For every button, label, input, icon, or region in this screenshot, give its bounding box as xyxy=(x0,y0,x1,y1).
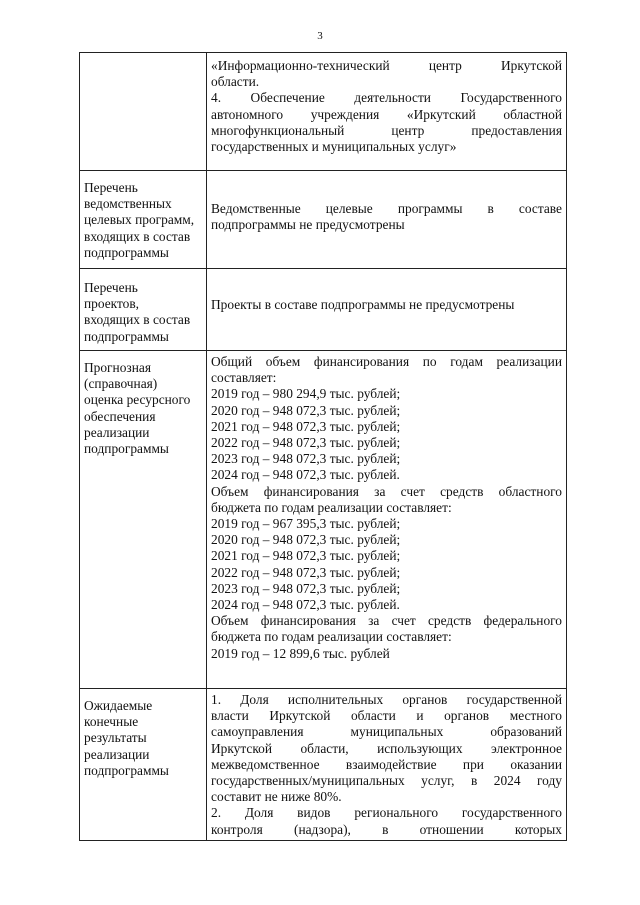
row-label-cell xyxy=(80,351,207,689)
row-label-line: результаты xyxy=(84,730,147,746)
row-content-line: 2019 год – 980 294,9 тыс. рублей; xyxy=(211,386,401,402)
subprogram-passport-table xyxy=(79,52,567,841)
row-content-cell xyxy=(207,53,567,171)
row-label-line: оценка ресурсного xyxy=(84,392,191,408)
row-label-cell xyxy=(80,171,207,269)
row-content-line: государственных и муниципальных услуг» xyxy=(211,139,457,155)
row-label-line: реализации xyxy=(84,424,150,440)
row-content-line: 4. Обеспечение деятельности Государственного xyxy=(211,90,562,106)
row-label-line: целевых программ, xyxy=(84,212,195,228)
row-label-line: (справочная) xyxy=(84,376,158,392)
table-row xyxy=(80,171,567,269)
row-content-line: власти Иркутской области и органов местного xyxy=(211,708,562,724)
row-label-line: Перечень xyxy=(84,280,138,295)
row-content-line: 2023 год – 948 072,3 тыс. рублей; xyxy=(211,451,401,467)
row-content-line: государственных/муниципальных услуг, в 2024 году xyxy=(211,773,562,789)
row-content-cell xyxy=(207,689,567,841)
row-content-cell xyxy=(207,351,567,689)
row-label-line: подпрограммы xyxy=(84,328,169,344)
row-content-line: многофункциональный центр предоставления xyxy=(211,122,562,138)
page-number: 3 xyxy=(317,30,323,42)
row-content-line: 2021 год – 948 072,3 тыс. рублей; xyxy=(211,548,401,564)
row-content-line: подпрограммы не предусмотрены xyxy=(211,217,405,233)
row-label-line: проектов, xyxy=(84,296,140,312)
row-label-line: Перечень xyxy=(84,180,138,195)
row-content-line: области. xyxy=(211,74,260,90)
row-label-line: конечные xyxy=(84,714,139,730)
row-content-line: 2022 год – 948 072,3 тыс. рублей; xyxy=(211,435,401,451)
row-content-line: 2. Доля видов регионального государственного xyxy=(211,805,562,821)
row-content-line: «Информационно-технический центр Иркутской xyxy=(211,58,562,73)
row-content-line: 2019 год – 967 395,3 тыс. рублей; xyxy=(211,516,401,532)
row-label-line: подпрограммы xyxy=(84,244,169,260)
row-label-cell xyxy=(80,689,207,841)
row-content-line: бюджета по годам реализации составляет: xyxy=(211,499,452,515)
table-row xyxy=(80,53,567,171)
row-content-line: 2022 год – 948 072,3 тыс. рублей; xyxy=(211,564,401,580)
row-content-line: 2021 год – 948 072,3 тыс. рублей; xyxy=(211,418,401,434)
row-content-line: составит не ниже 80%. xyxy=(211,789,342,805)
row-label-line: входящих в состав xyxy=(84,312,191,328)
row-content-line: 2020 год – 948 072,3 тыс. рублей; xyxy=(211,402,401,418)
row-content-line: 2024 год – 948 072,3 тыс. рублей. xyxy=(211,597,400,613)
row-content-line: 2023 год – 948 072,3 тыс. рублей; xyxy=(211,580,401,596)
row-label-line: подпрограммы xyxy=(84,441,169,457)
row-content-line: автономного учреждения «Иркутский областной xyxy=(211,106,562,122)
row-label-line: Прогнозная xyxy=(84,360,151,375)
row-content-line: бюджета по годам реализации составляет: xyxy=(211,629,452,645)
row-content-line: Иркутской области, использующих электронное xyxy=(211,740,562,756)
row-content-line: Объем финансирования за счет средств областного xyxy=(211,483,562,499)
row-label-line: входящих в состав xyxy=(84,228,191,244)
row-content-line: 2024 год – 948 072,3 тыс. рублей. xyxy=(211,467,400,483)
row-content-line: Проекты в составе подпрограммы не предусмотрены xyxy=(211,297,515,312)
row-content-line: контроля (надзора), в отношении которых xyxy=(211,821,562,837)
row-label-line: подпрограммы xyxy=(84,762,169,778)
row-content-line: Объем финансирования за счет средств федерального xyxy=(211,613,562,629)
row-content-line: 2019 год – 12 899,6 тыс. рублей xyxy=(211,645,390,661)
row-label-line: реализации xyxy=(84,746,150,762)
table-row xyxy=(80,269,567,351)
row-content-cell xyxy=(207,269,567,351)
row-label-line: Ожидаемые xyxy=(84,698,153,713)
row-label-cell xyxy=(80,53,207,171)
row-label-line: обеспечения xyxy=(84,408,156,424)
row-content-line: составляет: xyxy=(211,370,277,386)
table-row xyxy=(80,351,567,689)
row-content-line: 1. Доля исполнительных органов государственной xyxy=(211,692,562,707)
row-content-line: 2020 год – 948 072,3 тыс. рублей; xyxy=(211,532,401,548)
table-row xyxy=(80,689,567,841)
row-content-line: межведомственное взаимодействие при оказании xyxy=(211,756,562,772)
row-content-line: самоуправления муниципальных образований xyxy=(211,724,562,740)
row-label-cell xyxy=(80,269,207,351)
row-content-line: Общий объем финансирования по годам реализации xyxy=(211,354,562,369)
row-label-line: ведомственных xyxy=(84,196,172,212)
row-content-cell xyxy=(207,171,567,269)
row-content-line: Ведомственные целевые программы в составе xyxy=(211,201,562,216)
